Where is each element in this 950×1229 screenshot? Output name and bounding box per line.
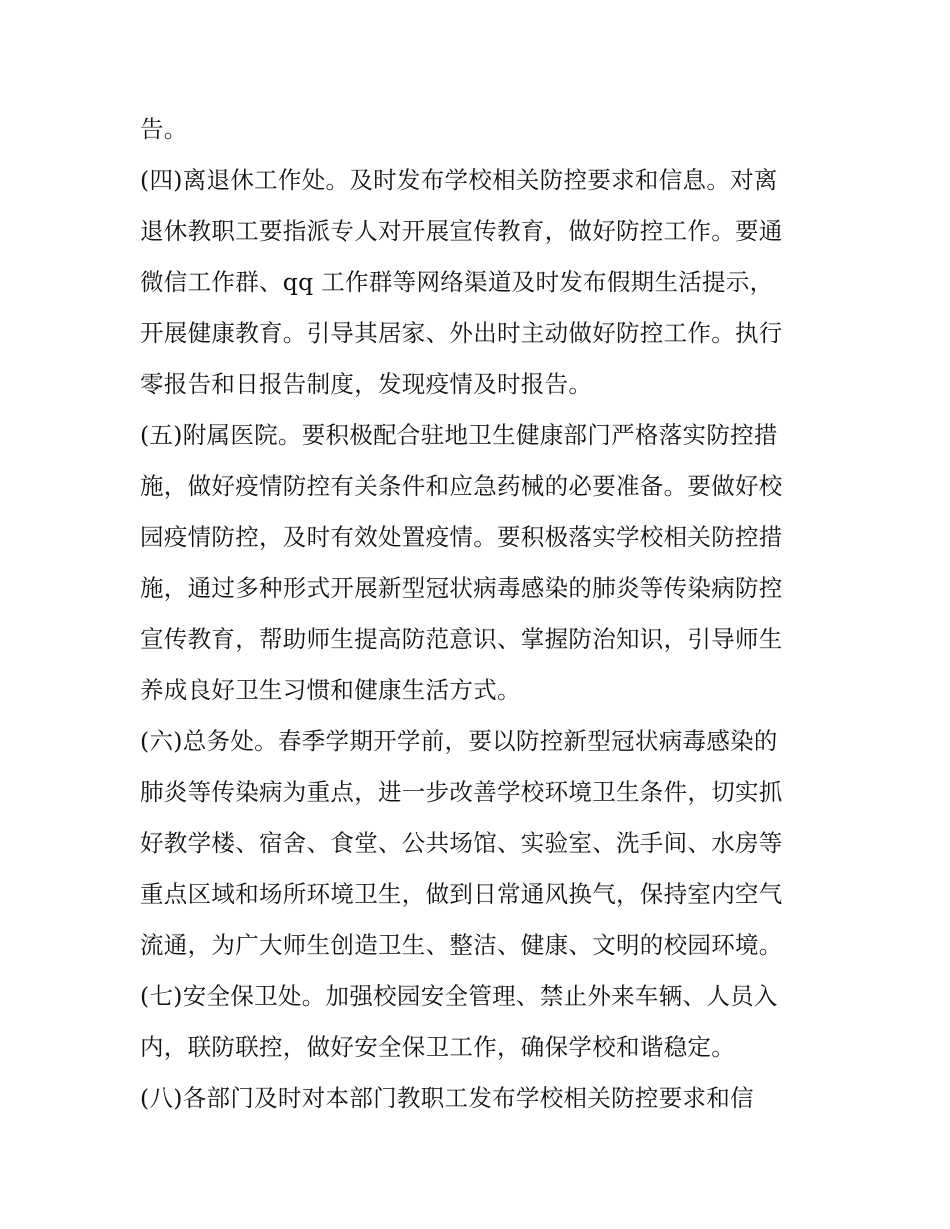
text-line: (四)离退休工作处。及时发布学校相关防控要求和信息。对离: [140, 166, 778, 194]
text-line: 零报告和日报告制度，发现疫情及时报告。: [140, 370, 593, 398]
text-line: (七)安全保卫处。加强校园安全管理、禁止外来车辆、人员入: [140, 982, 778, 1010]
text-line: 好教学楼、宿舍、食堂、公共场馆、实验室、洗手间、水房等: [140, 829, 783, 857]
text-line: 流通，为广大师生创造卫生、整洁、健康、文明的校园环境。: [140, 931, 783, 959]
document-body: [140, 104, 820, 1124]
text-line: 重点区域和场所环境卫生，做到日常通风换气，保持室内空气: [140, 880, 783, 908]
text-line: (五)附属医院。要积极配合驻地卫生健康部门严格落实防控措: [140, 421, 778, 449]
text-line: 施，通过多种形式开展新型冠状病毒感染的肺炎等传染病防控: [140, 574, 783, 602]
text-line: 肺炎等传染病为重点，进一步改善学校环境卫生条件，切实抓: [140, 778, 783, 806]
text-line: (八)各部门及时对本部门教职工发布学校相关防控要求和信: [140, 1084, 754, 1112]
text-line: 内，联防联控，做好安全保卫工作，确保学校和谐稳定。: [140, 1033, 735, 1061]
text-line: 开展健康教育。引导其居家、外出时主动做好防控工作。执行: [140, 319, 783, 347]
text-line: 退休教职工要指派专人对开展宣传教育，做好防控工作。要通: [140, 217, 783, 245]
text-line: 微信工作群、qq 工作群等网络渠道及时发布假期生活提示，: [140, 268, 774, 296]
text-line: 告。: [140, 115, 188, 143]
text-line: 园疫情防控，及时有效处置疫情。要积极落实学校相关防控措: [140, 523, 783, 551]
text-line: (六)总务处。春季学期开学前，要以防控新型冠状病毒感染的: [140, 727, 778, 755]
text-line: 宣传教育，帮助师生提高防范意识、掌握防治知识，引导师生: [140, 625, 783, 653]
text-line: 养成良好卫生习惯和健康生活方式。: [140, 676, 521, 704]
text-line: 施，做好疫情防控有关条件和应急药械的必要准备。要做好校: [140, 472, 783, 500]
